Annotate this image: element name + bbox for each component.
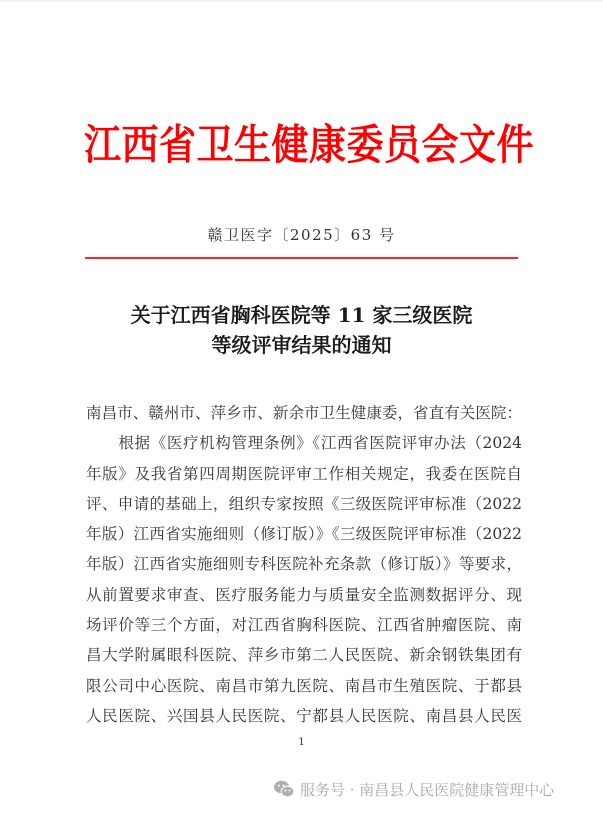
body-line: 根据《医疗机构管理条例》《江西省医院评审办法（2024: [86, 434, 522, 453]
red-divider-rule: [85, 257, 518, 259]
wechat-watermark: [273, 777, 554, 801]
body-line: 场评价等三个方面，对江西省胸科医院、江西省肿瘤医院、南: [86, 616, 522, 635]
notice-title: [0, 300, 603, 360]
body-line: 限公司中心医院、南昌市第九医院、南昌市生殖医院、于都县: [86, 676, 522, 695]
notice-title-line-2: 等级评审结果的通知: [211, 333, 392, 357]
body-line: 从前置要求审查、医疗服务能力与质量安全监测数据评分、现: [86, 585, 522, 604]
document-number: 赣卫医字〔2025〕63 号: [207, 226, 396, 244]
body-line: 年版）江西省实施细则（修订版）》《三级医院评审标准（2022: [86, 525, 522, 544]
issuer-header-title: 江西省卫生健康委员会文件: [84, 120, 534, 170]
body-line: 评、申请的基础上，组织专家按照《三级医院评审标准（2022: [86, 494, 522, 513]
body-line-addressee: 南昌市、赣州市、萍乡市、新余市卫生健康委，省直有关医院：: [86, 404, 522, 422]
document-body: [86, 398, 522, 731]
notice-title-line-1: 关于江西省胸科医院等 11 家三级医院: [130, 303, 473, 327]
top-edge-shade: [0, 0, 603, 2]
page-number: 1: [298, 737, 305, 748]
wechat-icon: [273, 779, 295, 799]
body-line: 年版）江西省实施细则专科医院补充条款（修订版）》等要求，: [86, 555, 522, 574]
body-line: 昌大学附属眼科医院、萍乡市第二人民医院、新余钢铁集团有: [86, 646, 522, 665]
body-line: 年版》及我省第四周期医院评审工作相关规定，我委在医院自: [86, 464, 522, 483]
body-line: 人民医院、兴国县人民医院、宁都县人民医院、南昌县人民医: [86, 706, 522, 725]
watermark-text: 服务号 · 南昌县人民医院健康管理中心: [300, 780, 555, 799]
